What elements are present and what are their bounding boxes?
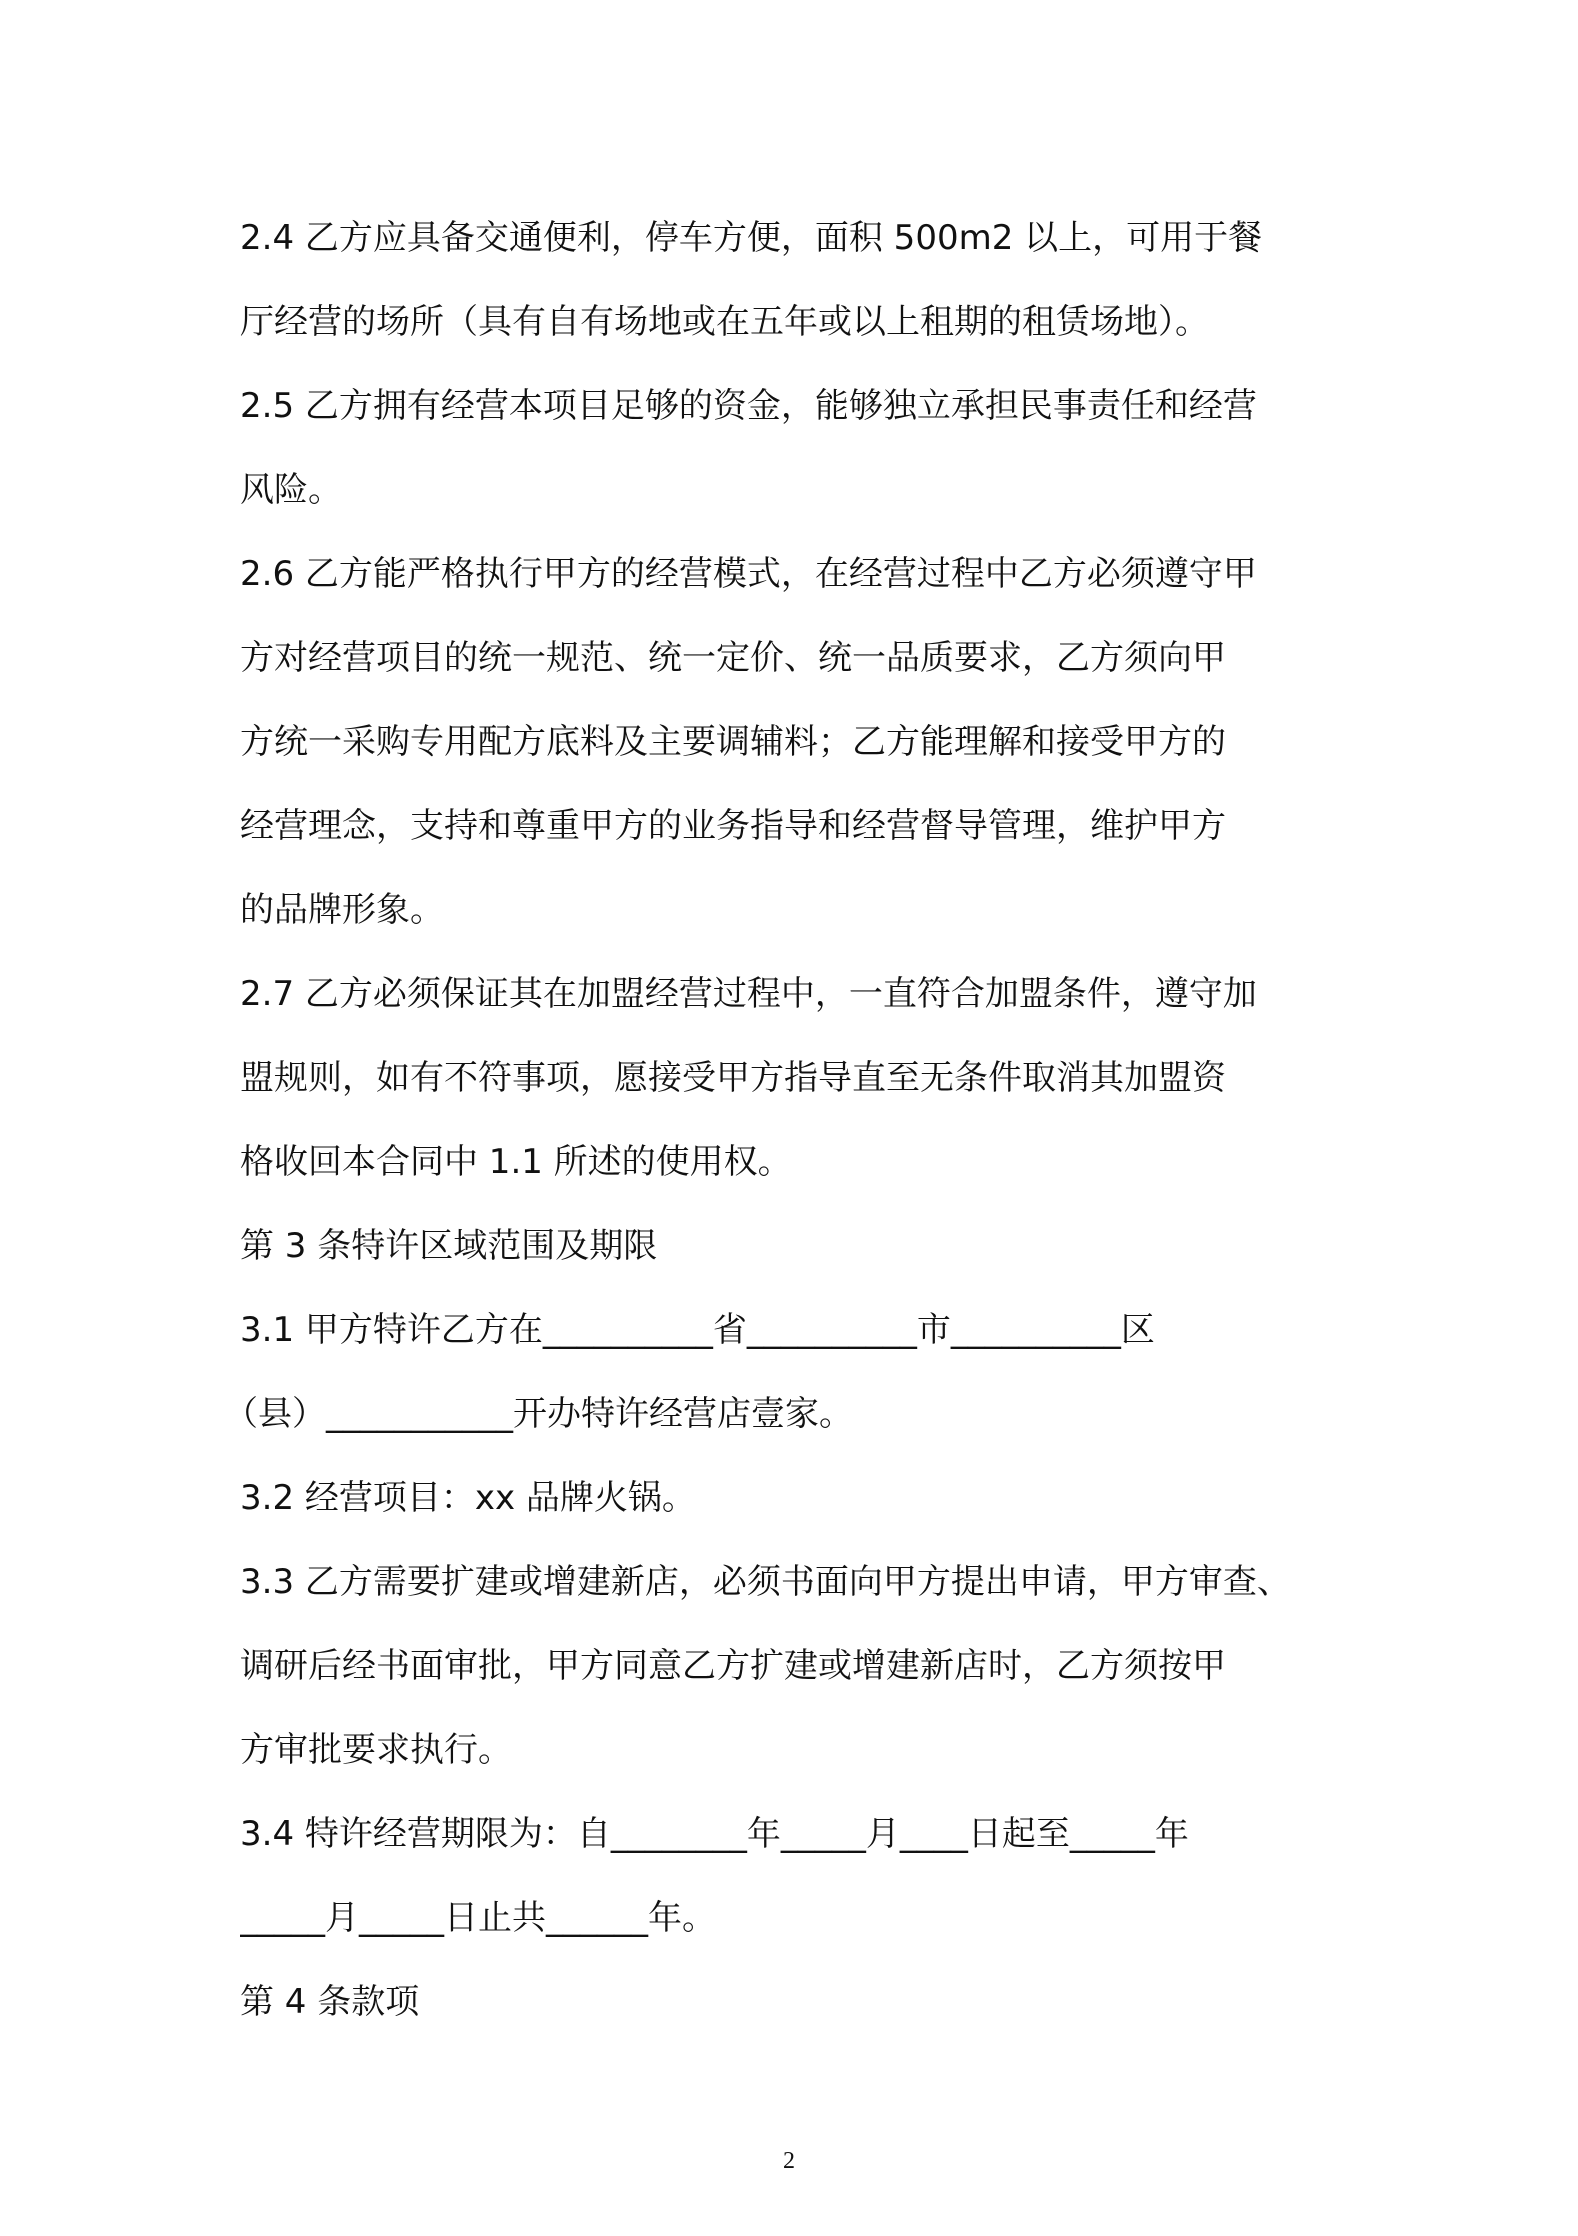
text-line: 格收回本合同中 1.1 所述的使用权。	[240, 1142, 792, 1182]
section-heading: 第 3 条特许区域范围及期限	[240, 1226, 658, 1266]
document-body	[224, 196, 1350, 2044]
text-line: 调研后经书面审批，甲方同意乙方扩建或增建新店时，乙方须按甲	[240, 1646, 1226, 1686]
text-line: 方审批要求执行。	[240, 1730, 512, 1770]
text-line: 3.4 特许经营期限为：自________年_____月____日起至_____年	[240, 1814, 1189, 1854]
text-line: 方统一采购专用配方底料及主要调辅料；乙方能理解和接受甲方的	[240, 722, 1226, 762]
text-line: 经营理念，支持和尊重甲方的业务指导和经营督导管理，维护甲方	[240, 806, 1226, 846]
text-line: 方对经营项目的统一规范、统一定价、统一品质要求，乙方须向甲	[240, 638, 1226, 678]
text-line: 2.5 乙方拥有经营本项目足够的资金，能够独立承担民事责任和经营	[240, 386, 1257, 426]
text-line: 3.1 甲方特许乙方在__________省__________市__________区	[240, 1310, 1155, 1350]
text-line: 2.6 乙方能严格执行甲方的经营模式，在经营过程中乙方必须遵守甲	[240, 554, 1257, 594]
text-line: （县）___________开办特许经营店壹家。	[224, 1394, 853, 1434]
text-line: 盟规则，如有不符事项，愿接受甲方指导直至无条件取消其加盟资	[240, 1058, 1226, 1098]
text-line: 厅经营的场所（具有自有场地或在五年或以上租期的租赁场地）。	[240, 302, 1209, 342]
text-line: 3.3 乙方需要扩建或增建新店，必须书面向甲方提出申请，甲方审查、	[240, 1562, 1291, 1602]
section-heading: 第 4 条款项	[240, 1982, 420, 2022]
text-line: 2.7 乙方必须保证其在加盟经营过程中，一直符合加盟条件，遵守加	[240, 974, 1257, 1014]
text-line: _____月_____日止共______年。	[240, 1898, 716, 1938]
text-line: 的品牌形象。	[240, 890, 444, 930]
text-line: 风险。	[240, 470, 342, 510]
text-line: 3.2 经营项目：xx 品牌火锅。	[240, 1478, 696, 1518]
page-number: 2	[783, 2148, 795, 2174]
text-line: 2.4 乙方应具备交通便利，停车方便，面积 500m2 以上，可用于餐	[240, 218, 1263, 258]
